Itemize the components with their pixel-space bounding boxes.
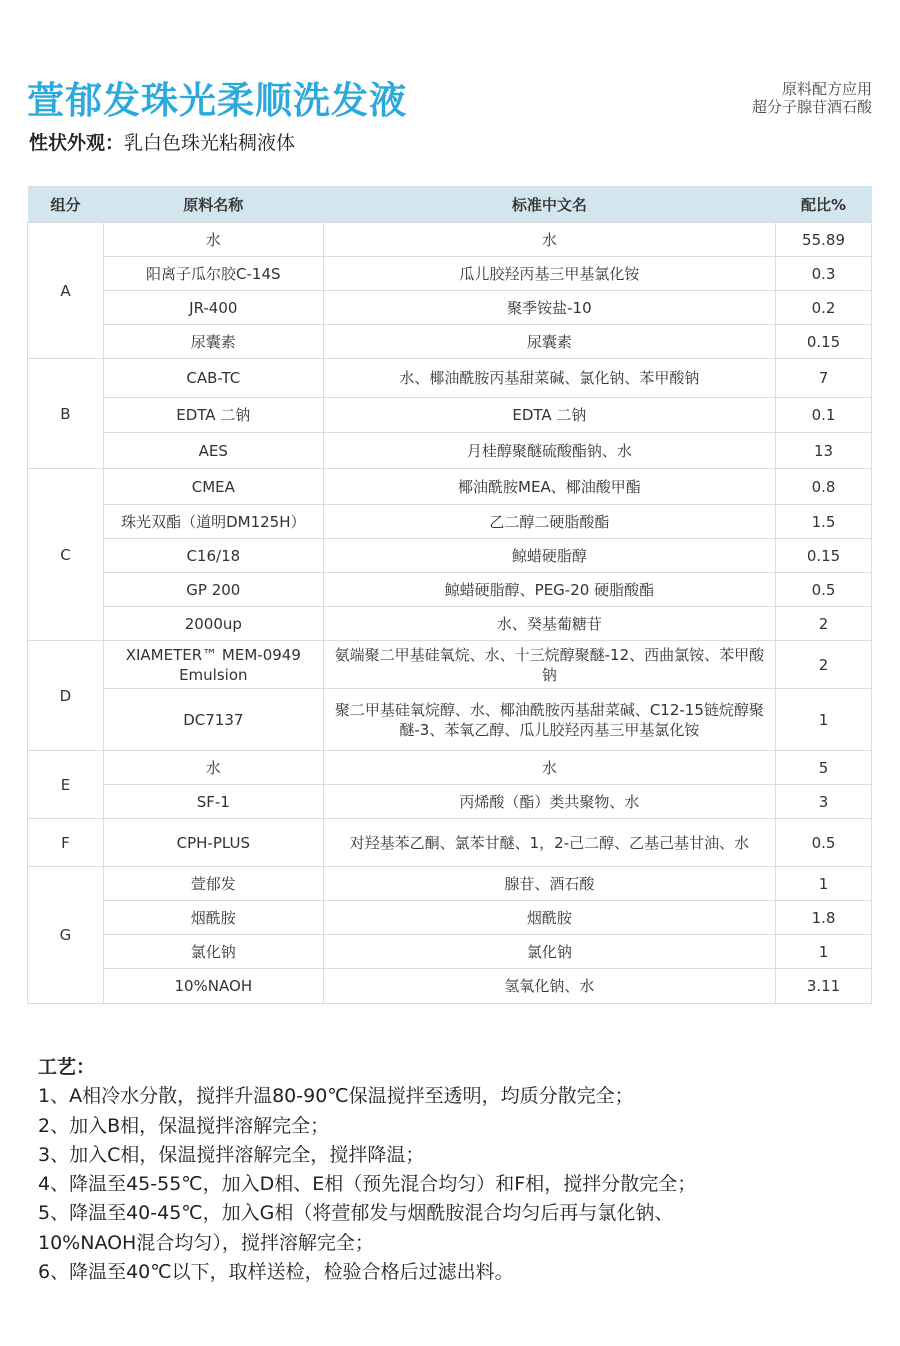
inci-cell: 月桂醇聚醚硫酸酯钠、水 — [323, 433, 775, 469]
group-cell: B — [28, 359, 104, 469]
ratio-cell: 0.3 — [776, 257, 872, 291]
ratio-cell: 7 — [776, 359, 872, 398]
ratio-cell: 55.89 — [776, 223, 872, 257]
inci-cell: EDTA 二钠 — [323, 398, 775, 433]
inci-cell: 水、椰油酰胺丙基甜菜碱、氯化钠、苯甲酸钠 — [323, 359, 775, 398]
material-cell: 氯化钠 — [103, 935, 323, 969]
material-cell: 珠光双酯（道明DM125H） — [103, 505, 323, 539]
group-cell: C — [28, 469, 104, 641]
inci-cell: 聚二甲基硅氧烷醇、水、椰油酰胺丙基甜菜碱、C12-15链烷醇聚醚-3、苯氧乙醇、瓜儿胶羟丙基三甲基氯化铵 — [323, 689, 775, 751]
material-cell: 10%NAOH — [103, 969, 323, 1004]
group-cell: F — [28, 819, 104, 867]
ratio-cell: 0.5 — [776, 819, 872, 867]
process-step: 6、降温至40℃以下，取样送检，检验合格后过滤出料。 — [38, 1261, 514, 1284]
table-row — [28, 539, 872, 573]
material-cell: 水 — [103, 751, 323, 785]
ratio-cell: 3.11 — [776, 969, 872, 1004]
ratio-cell: 0.8 — [776, 469, 872, 505]
table-row — [28, 257, 872, 291]
material-cell: EDTA 二钠 — [103, 398, 323, 433]
material-cell: SF-1 — [103, 785, 323, 819]
ratio-cell: 3 — [776, 785, 872, 819]
ratio-cell: 1 — [776, 867, 872, 901]
ratio-cell: 5 — [776, 751, 872, 785]
table-row — [28, 359, 872, 398]
process-step: 1、A相冷水分散，搅拌升温80-90℃保温搅拌至透明，均质分散完全； — [38, 1085, 634, 1108]
material-cell: 萱郁发 — [103, 867, 323, 901]
header-inci: 标准中文名 — [323, 186, 775, 223]
ratio-cell: 0.1 — [776, 398, 872, 433]
table-row — [28, 751, 872, 785]
inci-cell: 瓜儿胶羟丙基三甲基氯化铵 — [323, 257, 775, 291]
inci-cell: 聚季铵盐-10 — [323, 291, 775, 325]
inci-cell: 鲸蜡硬脂醇、PEG-20 硬脂酸酯 — [323, 573, 775, 607]
ratio-cell: 1.5 — [776, 505, 872, 539]
material-cell: 水 — [103, 223, 323, 257]
material-cell: 2000up — [103, 607, 323, 641]
table-row — [28, 785, 872, 819]
ratio-cell: 2 — [776, 607, 872, 641]
inci-cell: 水、癸基葡糖苷 — [323, 607, 775, 641]
inci-cell: 氢氧化钠、水 — [323, 969, 775, 1004]
inci-cell: 氨端聚二甲基硅氧烷、水、十三烷醇聚醚-12、西曲氯铵、苯甲酸钠 — [323, 641, 775, 689]
process-section — [38, 1053, 696, 1287]
inci-cell: 丙烯酸（酯）类共聚物、水 — [323, 785, 775, 819]
table-row — [28, 505, 872, 539]
process-step: 2、加入B相，保温搅拌溶解完全； — [38, 1114, 330, 1137]
material-cell: 尿囊素 — [103, 325, 323, 359]
table-row — [28, 325, 872, 359]
process-step: 10%NAOH混合均匀），搅拌溶解完全； — [38, 1231, 374, 1254]
material-cell: JR-400 — [103, 291, 323, 325]
table-row — [28, 607, 872, 641]
table-row — [28, 291, 872, 325]
inci-cell: 水 — [323, 223, 775, 257]
appearance-label: 性状外观： — [29, 132, 125, 154]
page-title: 萱郁发珠光柔顺洗发液 — [27, 79, 407, 122]
ratio-cell: 13 — [776, 433, 872, 469]
table-row — [28, 433, 872, 469]
ratio-cell: 2 — [776, 641, 872, 689]
inci-cell: 鲸蜡硬脂醇 — [323, 539, 775, 573]
inci-cell: 对羟基苯乙酮、氯苯甘醚、1，2-己二醇、乙基己基甘油、水 — [323, 819, 775, 867]
appearance-value: 乳白色珠光粘稠液体 — [124, 132, 296, 154]
group-cell: D — [28, 641, 104, 751]
header-material: 原料名称 — [103, 186, 323, 223]
inci-cell: 乙二醇二硬脂酸酯 — [323, 505, 775, 539]
material-cell: AES — [103, 433, 323, 469]
table-row — [28, 641, 872, 689]
appearance — [29, 128, 295, 155]
material-cell: DC7137 — [103, 689, 323, 751]
ratio-cell: 1.8 — [776, 901, 872, 935]
material-cell: XIAMETER™ MEM-0949 Emulsion — [103, 641, 323, 689]
ratio-cell: 0.15 — [776, 539, 872, 573]
inci-cell: 水 — [323, 751, 775, 785]
formula-table — [27, 186, 872, 1004]
category-tag — [752, 80, 872, 116]
material-cell: CAB-TC — [103, 359, 323, 398]
ratio-cell: 0.15 — [776, 325, 872, 359]
ratio-cell: 1 — [776, 935, 872, 969]
table-row — [28, 901, 872, 935]
table-row — [28, 867, 872, 901]
process-step: 5、降温至40-45℃，加入G相（将萱郁发与烟酰胺混合均匀后再与氯化钠、 — [38, 1202, 674, 1225]
table-row — [28, 689, 872, 751]
group-cell: G — [28, 867, 104, 1004]
table-row — [28, 969, 872, 1004]
inci-cell: 椰油酰胺MEA、椰油酸甲酯 — [323, 469, 775, 505]
material-cell: CPH-PLUS — [103, 819, 323, 867]
tag-line-1: 原料配方应用 — [781, 80, 872, 98]
table-row — [28, 223, 872, 257]
table-row — [28, 819, 872, 867]
table-row — [28, 935, 872, 969]
material-cell: C16/18 — [103, 539, 323, 573]
ratio-cell: 1 — [776, 689, 872, 751]
material-cell: GP 200 — [103, 573, 323, 607]
group-cell: E — [28, 751, 104, 819]
material-cell: CMEA — [103, 469, 323, 505]
material-cell: 阳离子瓜尔胶C-14S — [103, 257, 323, 291]
process-step: 4、降温至45-55℃，加入D相、E相（预先混合均匀）和F相，搅拌分散完全； — [38, 1173, 697, 1196]
ratio-cell: 0.5 — [776, 573, 872, 607]
group-cell: A — [28, 223, 104, 359]
header-ratio: 配比% — [776, 186, 872, 223]
inci-cell: 氯化钠 — [323, 935, 775, 969]
process-heading: 工艺： — [38, 1056, 96, 1078]
table-row — [28, 573, 872, 607]
inci-cell: 腺苷、酒石酸 — [323, 867, 775, 901]
tag-line-2: 超分子腺苷酒石酸 — [751, 98, 872, 116]
process-step: 3、加入C相，保温搅拌溶解完全，搅拌降温； — [38, 1143, 425, 1166]
ratio-cell: 0.2 — [776, 291, 872, 325]
header-group: 组分 — [28, 186, 104, 223]
inci-cell: 烟酰胺 — [323, 901, 775, 935]
table-header — [28, 186, 872, 223]
material-cell: 烟酰胺 — [103, 901, 323, 935]
inci-cell: 尿囊素 — [323, 325, 775, 359]
table-row — [28, 398, 872, 433]
table-row — [28, 469, 872, 505]
